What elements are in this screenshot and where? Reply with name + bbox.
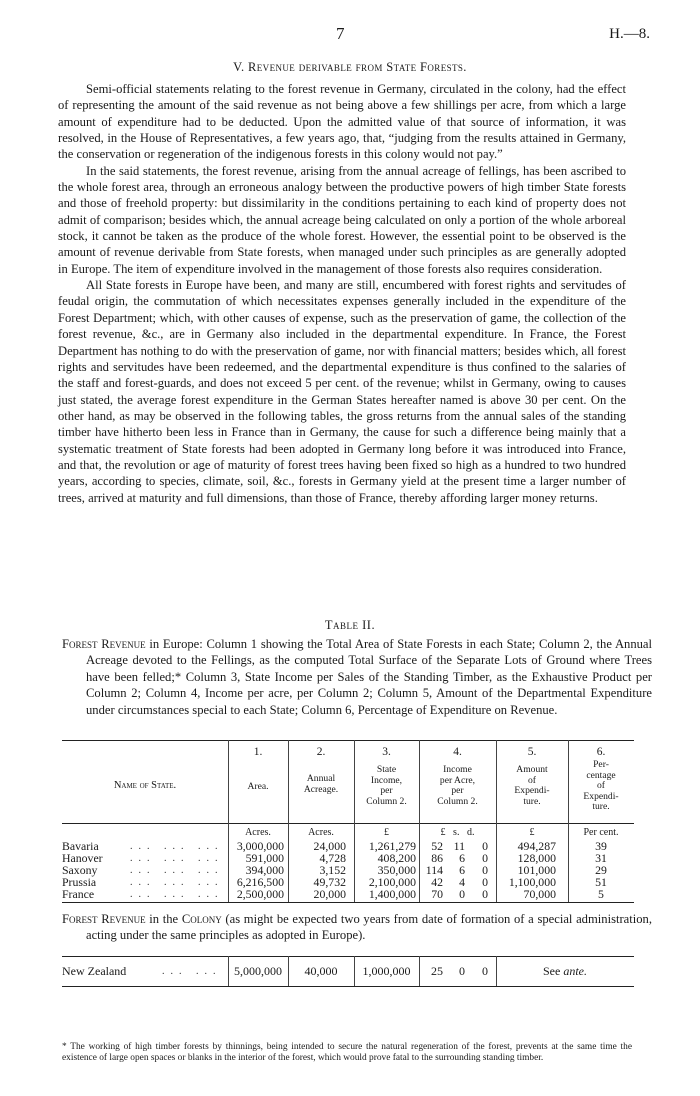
- cell-acreage: 49,732: [313, 875, 346, 889]
- colony-caption-text: (as might be expected two years from date of formation of a special administration, acting under the same principles as adopted in Europe).: [86, 912, 652, 943]
- cell-acreage: 3,152: [319, 863, 346, 877]
- colony-area: 5,000,000: [234, 964, 282, 978]
- cell-shillings: 11: [453, 839, 465, 853]
- cell-income: 1,400,000: [368, 887, 416, 901]
- cell-acreage: 24,000: [313, 839, 346, 853]
- unit-percent: Per cent.: [583, 827, 619, 838]
- colony-shillings: 0: [459, 964, 465, 978]
- state-name: Prussia: [62, 875, 97, 889]
- cell-income: 2,100,000: [368, 875, 416, 889]
- cell-acreage: 4,728: [319, 851, 346, 865]
- cell-shillings: 0: [459, 887, 465, 901]
- col-number-6: 6.: [596, 746, 606, 758]
- cell-pounds: 86: [431, 851, 443, 865]
- colony-pounds: 25: [431, 964, 443, 978]
- cell-income: 350,000: [377, 863, 416, 877]
- unit-acreage: Acres.: [308, 827, 334, 838]
- cell-pence: 0: [482, 839, 488, 853]
- col-header-percentage: Per- centage of Expendi- ture.: [583, 759, 619, 812]
- unit-area: Acres.: [245, 827, 271, 838]
- colony-caption: Forest Revenue in the Colony (as might be expected two years from date of formation of a special administration, acting under the same principles as adopted in Europe).: [62, 912, 652, 943]
- col-header-income-per-acre: Income per Acre, per Column 2.: [437, 764, 478, 807]
- cell-expenditure: 1,100,000: [508, 875, 556, 889]
- col-number-1: 1.: [253, 746, 263, 758]
- colony-note-ref: ante.: [563, 964, 587, 978]
- table-bottom-rule: [62, 902, 634, 903]
- cell-area: 3,000,000: [236, 839, 284, 853]
- header-name-of-state: Name of State.: [113, 780, 177, 791]
- colony-acreage: 40,000: [304, 964, 338, 978]
- colony-note: See ante.: [543, 964, 587, 978]
- cell-pence: 0: [482, 863, 488, 877]
- cell-pounds: 70: [431, 887, 443, 901]
- col-number-5: 5.: [527, 746, 537, 758]
- cell-shillings: 6: [459, 863, 465, 877]
- colony-income: 1,000,000: [362, 964, 411, 978]
- cell-area: 394,000: [245, 863, 284, 877]
- cell-percent: 31: [595, 851, 607, 865]
- cell-area: 6,216,500: [236, 875, 284, 889]
- paragraph-2: In the said statements, the forest revenue, arising from the annual acreage of fellings, has been ascribed to the whole forest area, through an erroneous analogy between the productive powers of high timber State forests and those of freehold property: but dissimilarity in the conditions pertaining to each kind of property does not admit of comparison; besides which, the annual acreage being calculated on only a portion of the whole arboreal stock, it cannot be taken as the produce of the whole forest. However, the essential point to be observed is the amount of revenue derivable from State forests, when managed under such principles as are generally adopted in Europe. The item of expenditure involved in the management of those forests also requires consideration.: [58, 163, 626, 276]
- col-header-area: Area.: [247, 781, 269, 792]
- cell-income: 1,261,279: [368, 839, 416, 853]
- table-title: Table II.: [324, 618, 376, 632]
- cell-shillings: 6: [459, 851, 465, 865]
- cell-pounds: 114: [425, 863, 443, 877]
- colony-caption-colony: Colony: [181, 912, 222, 926]
- table-caption: [62, 636, 652, 718]
- cell-percent: 39: [595, 839, 607, 853]
- cell-percent: 5: [598, 887, 604, 901]
- unit-expenditure: £: [529, 827, 535, 838]
- page-reference: H.—8.: [609, 26, 650, 42]
- paragraph-1: Semi-official statements relating to the forest revenue in Germany, circulated in the colony, had the effect of representing the amount of the said revenue as not being above a few shillings per acre, from which a large amount of expenditure had to be deducted. Upon the admitted value of that source of information, it was resolved, in the House of Representatives, a few years ago, that, “judging from the results attained in Germany, the conservation or regeneration of the indigenous forests in this colony would not pay.”: [58, 82, 626, 162]
- cell-expenditure: 101,000: [517, 863, 556, 877]
- colony-pence: 0: [482, 964, 488, 978]
- colony-state-name: New Zealand: [62, 964, 127, 978]
- table-top-rule: [62, 740, 634, 741]
- state-name: Bavaria: [62, 839, 99, 853]
- col-number-4: 4.: [453, 746, 462, 758]
- cell-pounds: 52: [431, 839, 443, 853]
- cell-percent: 29: [595, 863, 607, 877]
- col-header-acreage: Annual Acreage.: [303, 773, 339, 795]
- body-text: [58, 81, 626, 506]
- cell-shillings: 4: [459, 875, 465, 889]
- cell-area: 591,000: [245, 851, 284, 865]
- col-number-3: 3.: [382, 746, 391, 758]
- cell-pence: 0: [482, 851, 488, 865]
- state-name: Hanover: [62, 851, 103, 865]
- caption-text: in Europe: Column 1 showing the Total Area of State Forests in each State; Column 2, the Annual Acreage devoted to the Fellings, as the computed Total Surface of the Separate Lots of Ground where Trees have been felled;* Column 3, State Income per Sales of the Standing Timber, as the Exhaustive Product per Column 2; Column 4, Income per acre, per Column 2; Column 5, Amount of the Departmental Expenditure under circumstances special to each State; Column 6, Percentage of Expenditure on Revenue.: [86, 637, 653, 717]
- cell-income: 408,200: [377, 851, 416, 865]
- cell-pence: 0: [482, 875, 488, 889]
- col-header-expenditure: Amount of Expendi- ture.: [514, 764, 550, 807]
- caption-lead: Forest Revenue: [62, 637, 146, 651]
- cell-percent: 51: [595, 875, 607, 889]
- unit-income: £: [384, 827, 389, 838]
- cell-pounds: 42: [431, 875, 443, 889]
- cell-expenditure: 494,287: [517, 839, 556, 853]
- cell-expenditure: 128,000: [517, 851, 556, 865]
- cell-pence: 0: [482, 887, 488, 901]
- section-title: V. Revenue derivable from State Forests.: [233, 60, 467, 74]
- colony-caption-lead: Forest Revenue: [62, 912, 146, 926]
- document-page: 7 H.—8. V. Revenue derivable from State Forests. Semi-official statements relating to the forest revenue in Germany, circulated in the colony, had the effect of representing the amount of the said revenue as not being above a few shillings per acre, from which a large amount of expenditure had to be deducted. Upon the admitted value of that source of information, it was resolved, in the House of Representatives, a few years ago, that, “judging from the results attained in Germany, the conservation or regeneration of the indigenous forests in this colony would not pay.” In the said statements, the forest revenue, arising from the annual acreage of fellings, has been ascribed to the whole forest area, through an erroneous analogy between the productive powers of high timber State forests and those of freehold property: but dissimilarity in the conditions pertaining to each kind of property does not admit of comparison; besides which, the annual acreage being calculated on only a portion of the whole arboreal stock, it cannot be taken as the produce of the whole forest. However, the essential point to be observed is the amount of revenue derivable from State forests, when managed under such principles as are generally adopted in Europe. The item of expenditure involved in the management of those forests also requires consideration. All State forests in Europe have been, and many are still, encumbered with forest rights and servitudes of feudal origin, the commutation of which necessitates expenses generally included in the expenditure of the Forest Department; which, with other causes of expense, such as the preservation of game, the collection of the forest revenue, &c., are in Germany also included in the departmental expenditure. In France, the Forest Department has nothing to do with the preservation of game, nor with financial matters; besides which, all forest rights and servitudes have been redeemed, and the departmental expenditure is thus confined to the salaries of the staff and forest-guards, and does not exceed 5 per cent. of the revenue; whilst in Germany, owing to causes just stated, the average forest expenditure in the German States hereafter named is above 30 per cent. On the other hand, as may be observed in the following tables, the gross returns from the annual sales of the standing timber have hitherto been less in France than in Germany, the cause for such a difference being mainly that a systematic treatment of State forests had been adopted in Germany long before it was introduced into France, and that, the revolution or age of maturity of forest trees having been fixed so high as a hundred to two hundred years, according to species, climate, soil, &c., forests in Germany yield at the present time a larger number of trees, arrived at maturity and full dimensions, than those of France, thereby affording larger money returns. Table II. Forest Revenue in Europe: Column 1 showing the Total Area of State Forests in each State; Column 2, the Annual Acreage devoted to the Fellings, as the computed Total Surface of the Separate Lots of Ground where Trees have been felled;* Column 3, State Income per Sales of the Standing Timber, as the Exhaustive Product per Column 2; Column 4, Income per acre, per Column 2; Column 5, Amount of the Departmental Expenditure under circumstances special to each State; Column 6, Percentage of Expenditure on Revenue. Name of State. 1. 2. 3. 4. 5. 6. Area. Annual Acreage. State Income, per Column 2. Income per Acre, per Column 2. Amount of Expendi- ture. Per- centage of Expendi- ture. Acres. Acres. £ £ s. d. £ Per cent. Bavaria ... ... ... 3,000,000 24,000 1,261,279 52 11 0 494,287 39 Hanover ... ... ... 591,000 4,728 408,200 86 6 0 128,000 31 Saxony ... ... ... 394,000 3,152 350,000 114 6 0 101,000 29 Prussia ... ... ... 6,216,500 49,732 2,100,000 42 4 0 1,100,000 51 France ... ... ... 2,500,000 20,000 1,400,000 70 0 0 70,000 5 Forest Revenue in the Colony (as might be expected two years from date of formation of a special administration, acting under the same principles as adopted in Europe). New Zealand ... ... 5,000,000 40,000 1,000,000 25 0 0 See ante. * The working of high timber forests by thinnings, being intended to secure the natural regeneration of the forest, prevents at the same time the existence of large open spaces or blanks in the interior of the forest, which would prove fatal to the surrounding standing timber.: [0, 0, 700, 1096]
- table-header-rule: [62, 823, 634, 824]
- state-name: Saxony: [62, 863, 98, 877]
- cell-area: 2,500,000: [236, 887, 284, 901]
- col-number-2: 2.: [316, 746, 326, 758]
- col-header-state-income: State Income, per Column 2.: [366, 764, 407, 807]
- cell-acreage: 20,000: [313, 887, 346, 901]
- state-name: France: [62, 887, 95, 901]
- unit-income-per-acre: £ s. d.: [440, 827, 475, 838]
- cell-expenditure: 70,000: [523, 887, 556, 901]
- page-number: 7: [336, 24, 345, 43]
- paragraph-3: All State forests in Europe have been, and many are still, encumbered with forest rights and servitudes of feudal origin, the commutation of which necessitates expenses generally included in the expenditure of the Forest Department; which, with other causes of expense, such as the preservation of game, the collection of the forest revenue, &c., are in Germany also included in the departmental expenditure. In France, the Forest Department has nothing to do with the preservation of game, nor with financial matters; besides which, all forest rights and servitudes have been redeemed, and the departmental expenditure is thus confined to the salaries of the staff and forest-guards, and does not exceed 5 per cent. of the revenue; whilst in Germany, owing to causes just stated, the average forest expenditure in the German States hereafter named is above 30 per cent. On the other hand, as may be observed in the following tables, the gross returns from the annual sales of the standing timber have hitherto been less in France than in Germany, the cause for such a difference being mainly that a systematic treatment of State forests had been adopted in Germany long before it was introduced into France, and that, the revolution or age of maturity of forest trees having been fixed so high as a hundred to two hundred years, according to species, climate, soil, &c., forests in Germany yield at the present time a larger number of trees, arrived at maturity and full dimensions, than those of France, thereby affording larger money returns.: [58, 278, 626, 505]
- footnote: * The working of high timber forests by thinnings, being intended to secure the natural regeneration of the forest, prevents at the same time the existence of large open spaces or blanks in the interior of the forest, which would prove fatal to the surrounding standing timber.: [62, 1042, 632, 1064]
